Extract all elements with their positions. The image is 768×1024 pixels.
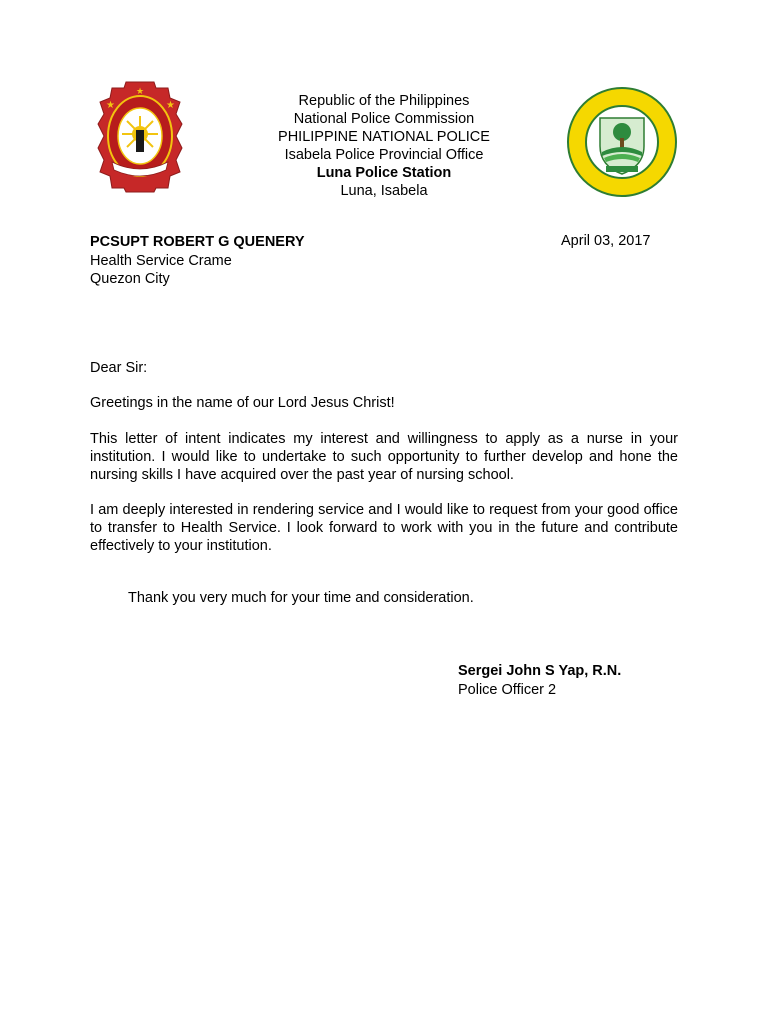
- signature-block: [458, 662, 621, 699]
- closing-thanks: Thank you very much for your time and consideration.: [128, 590, 474, 606]
- letterhead-pnp: PHILIPPINE NATIONAL POLICE: [278, 129, 490, 145]
- luna-seal-icon: [566, 86, 678, 198]
- letterhead-provincial-office: Isabela Police Provincial Office: [284, 147, 484, 163]
- letter-date: April 03, 2017: [561, 233, 651, 249]
- letterhead-location: Luna, Isabela: [340, 183, 428, 199]
- letterhead: [200, 92, 568, 200]
- letterhead-republic: Republic of the Philippines: [298, 93, 470, 109]
- svg-text:★: ★: [106, 100, 115, 111]
- signatory-name: Sergei John S Yap, R.N.: [458, 663, 622, 679]
- signatory-title: Police Officer 2: [458, 681, 557, 698]
- svg-text:★: ★: [166, 100, 175, 111]
- recipient-block: [90, 233, 305, 289]
- recipient-city: Quezon City: [90, 271, 170, 287]
- pnp-seal-logo: [96, 78, 184, 194]
- salutation: Dear Sir:: [90, 360, 148, 376]
- paragraph-request: I am deeply interested in rendering service and I would like to request from your good office to transfer to Health Service. I look forward to work with you in the future and contribute effectively to your institution.: [90, 502, 678, 554]
- recipient-name: PCSUPT ROBERT G QUENERY: [90, 234, 305, 250]
- svg-text:★: ★: [136, 87, 145, 97]
- letterhead-station: Luna Police Station: [316, 165, 452, 181]
- pnp-seal-icon: [96, 78, 184, 194]
- paragraph-intent: This letter of intent indicates my interest and willingness to apply as a nurse in your institution. I would like to undertake to such opportunity to further develop and hone the nursing skills I have acquired over the past year of nursing school.: [90, 431, 678, 483]
- letterhead-napolcom: National Police Commission: [293, 111, 475, 127]
- recipient-office: Health Service Crame: [90, 252, 232, 269]
- luna-police-station-seal-logo: [566, 86, 678, 198]
- greeting: Greetings in the name of our Lord Jesus Christ!: [90, 395, 395, 411]
